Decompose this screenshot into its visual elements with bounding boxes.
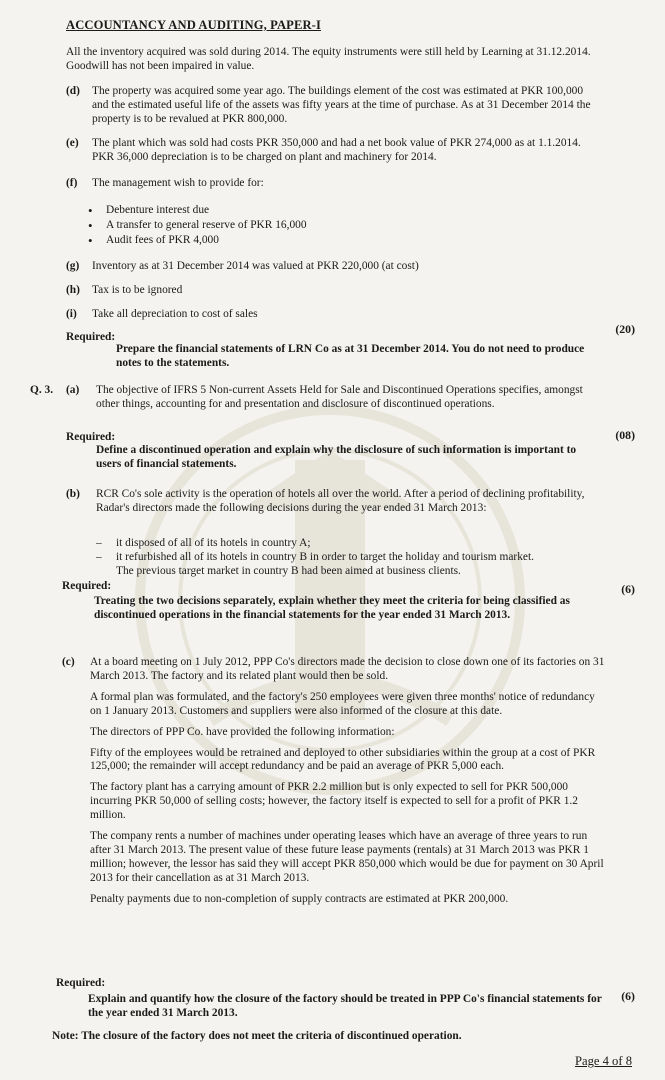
q3b-label: (b) [66,488,80,500]
q3b-decision-list [94,537,606,565]
item-i-label: (i) [66,308,77,320]
q3c-note: Note: The closure of the factory does not meet the criteria of discontinued operation. [52,1030,462,1042]
q2-required-text: Prepare the financial statements of LRN Co as at 31 December 2014. You do not need to produce notes to the statements. [116,343,585,369]
q2-marks: (20) [615,322,635,336]
item-h-label: (h) [66,284,80,296]
q3b-required-text: Treating the two decisions separately, explain whether they meet the criteria for being classified as discontinued operations in the financial statements for the year ended 31 March 2013. [94,595,570,621]
list-item: • A transfer to general reserve of PKR 16,000 [86,219,566,233]
list-item: – it disposed of all of its hotels in country A; [94,537,606,551]
q3c-paragraph: The company rents a number of machines under operating leases which have an average of three years to run after 31 March 2013. The present value of these future lease payments (rentals) at 31 March 2013 was PKR 1 million; however, the lessor has said they will accept PKR 850,000 which would be due for payment on 30 April 2013 for their cancellation as at 31 March 2013. [90,830,604,884]
question-3-label: Q. 3. [30,384,54,396]
page-number: Page 4 of 8 [574,1054,632,1068]
q3c-body [90,656,606,907]
q3c-paragraph: Fifty of the employees would be retrained and deployed to other subsidiaries within the group at a cost of PKR 125,000; the remainder will accept redundancy and be paid an average of PKR 5,000 each. [90,746,596,773]
q3b-dash-continuation: The previous target market in country B had been aimed at business clients. [116,565,461,577]
q3c-label: (c) [62,656,75,668]
q3c-required-text: Explain and quantify how the closure of the factory should be treated in PPP Co's financial statements for the year ended 31 March 2013. [88,993,602,1019]
q3a-marks: (08) [615,428,635,442]
item-i-text: Take all depreciation to cost of sales [92,308,258,320]
q3c-required-label: Required: [56,977,106,989]
list-item: • Audit fees of PKR 4,000 [86,234,566,248]
q3c-paragraph: At a board meeting on 1 July 2012, PPP Co's directors made the decision to close down one of its factories on 31 March 2013. The factory and its related plant would then be sold. [90,656,605,682]
intro-paragraph: All the inventory acquired was sold during 2014. The equity instruments were still held by Learning at 31.12.2014. Goodwill has not been impaired in value. [66,46,591,72]
q3c-marks: (6) [621,989,635,1003]
q3b-text: RCR Co's sole activity is the operation of hotels all over the world. After a period of declining profitability, Radar's directors made the following decisions during the year ended 31 March 2013: [96,488,585,514]
q3a-required-label: Required: [66,431,116,443]
item-e-text: The plant which was sold had costs PKR 350,000 and had a net book value of PKR 274,000 as at 1.1.2014. PKR 36,000 depreciation is to be charged on plant and machinery for 2014. [92,137,581,163]
q3a-label: (a) [66,384,80,396]
q3c-paragraph: The factory plant has a carrying amount of PKR 2.2 million but is only expected to sell for PKR 500,000 incurring PKR 50,000 of selling costs; however, the factory itself is expected to sell for a profit of PKR 1.2 million. [90,781,578,822]
q3c-paragraph: The directors of PPP Co. have provided the following information: [90,725,395,738]
item-e-label: (e) [66,137,79,149]
q3a-text: The objective of IFRS 5 Non-current Assets Held for Sale and Discontinued Operations specifies, amongst other things, accounting for and presentation and disclosure of discontinued operations. [96,384,583,410]
item-g-label: (g) [66,260,80,272]
item-g-text: Inventory as at 31 December 2014 was valued at PKR 220,000 (at cost) [92,260,419,272]
item-f-label: (f) [66,177,78,189]
list-item: – it refurbished all of its hotels in country B in order to target the holiday and tourism market. [94,551,606,565]
q3c-paragraph: A formal plan was formulated, and the factory's 250 employees were given three months' notice of redundancy on 1 January 2013. Customers and suppliers were also informed of the closure at this date. [90,690,595,717]
q3b-required-label: Required: [62,580,112,592]
item-d-label: (d) [66,85,80,97]
paper-header: ACCOUNTANCY AND AUDITING, PAPER-I [66,18,321,32]
q2-required-label: Required: [66,331,116,343]
q3c-paragraph: Penalty payments due to non-completion of supply contracts are estimated at PKR 200,000. [90,892,509,905]
q3a-required-text: Define a discontinued operation and explain why the disclosure of such information is important to users of financial statements. [96,444,577,470]
provision-list [86,204,566,249]
item-h-text: Tax is to be ignored [92,284,183,296]
item-d-text: The property was acquired some year ago. The buildings element of the cost was estimated at PKR 100,000 and the estimated useful life of the assets was fifty years at the time of purchase. As at 31 December 2014 the property is to be revalued at PKR 800,000. [92,85,591,125]
q3b-marks: (6) [621,582,635,596]
list-item: • Debenture interest due [86,204,566,218]
item-f-text: The management wish to provide for: [92,177,264,189]
